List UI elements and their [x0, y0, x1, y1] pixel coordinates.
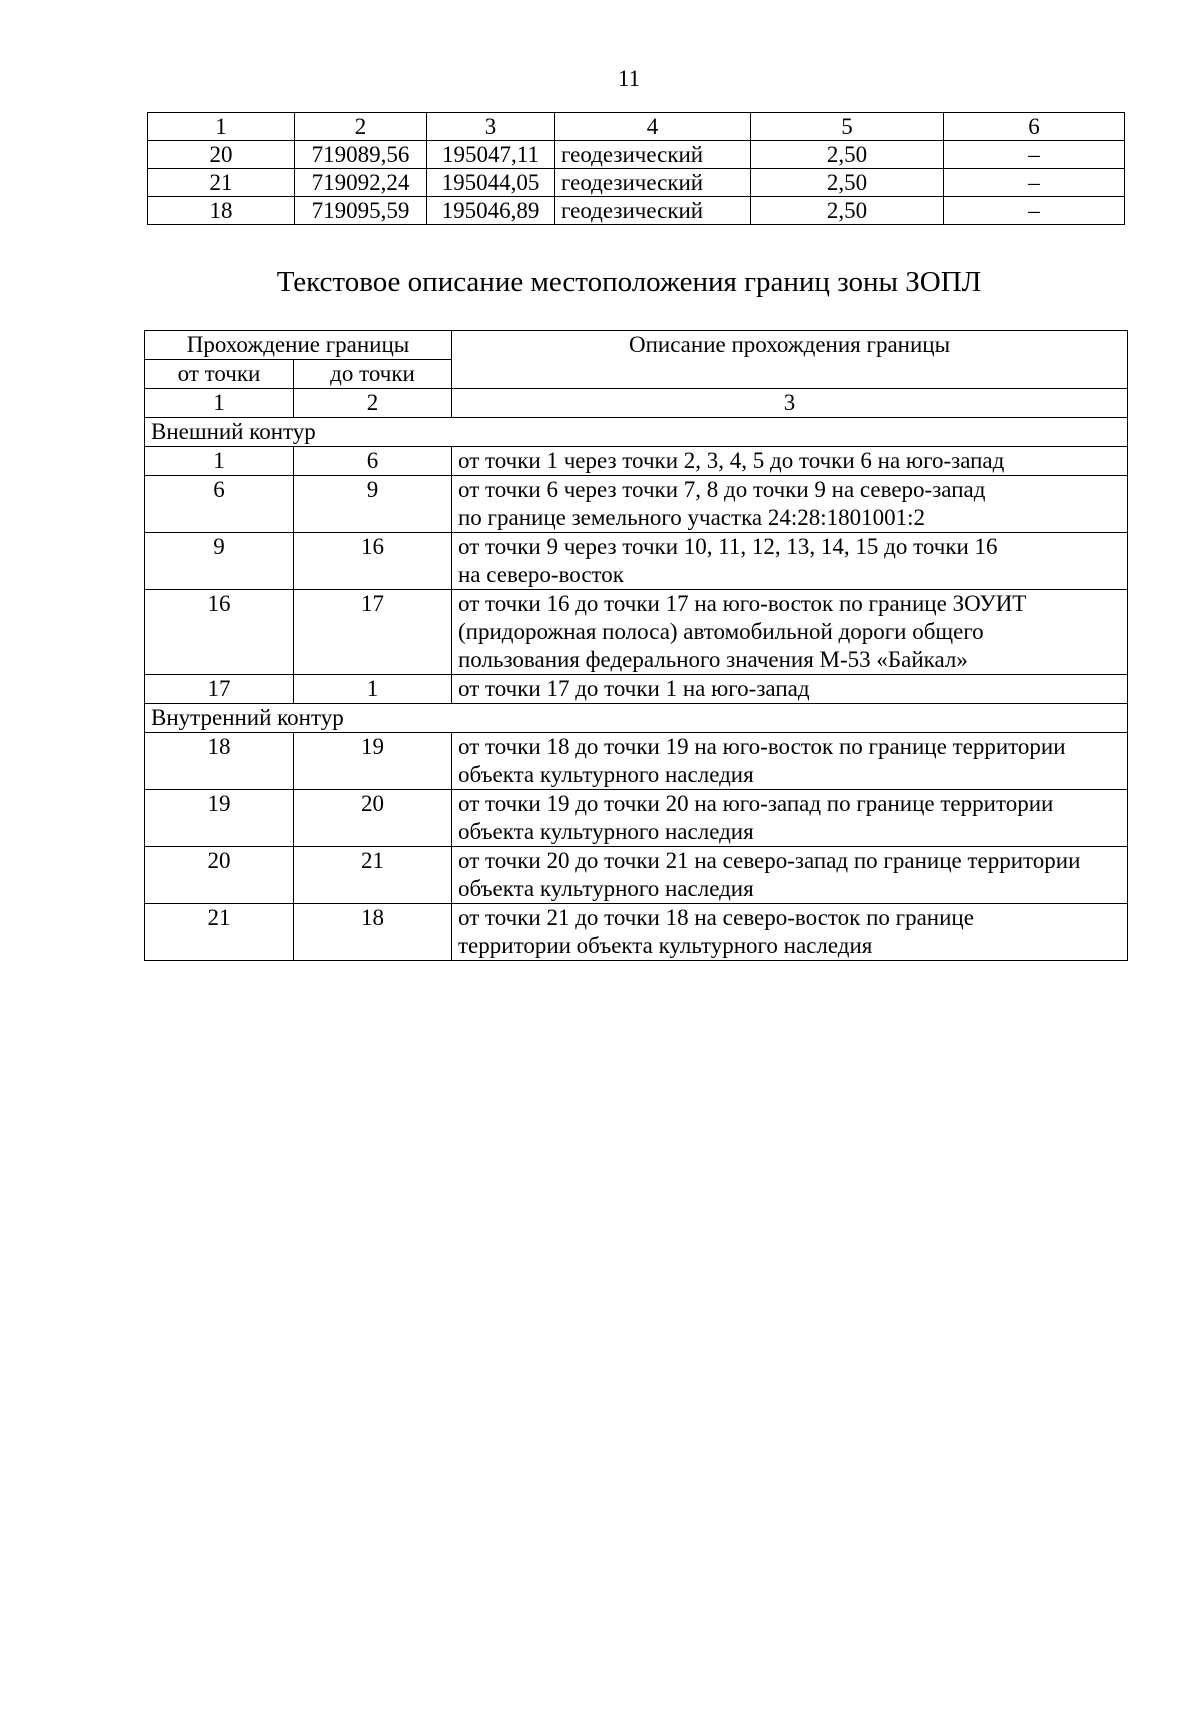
- coord-y: 195044,05: [427, 169, 555, 197]
- description-line: объекта культурного наследия: [458, 876, 754, 901]
- page-number: 11: [617, 66, 641, 91]
- description-line: по границе земельного участка 24:28:1801001:2: [458, 505, 926, 530]
- boundary-description: [452, 904, 1128, 961]
- coordinates-header-row: [148, 113, 1125, 141]
- table-row: [145, 675, 1128, 704]
- to-point: 16: [294, 533, 452, 590]
- method: геодезический: [555, 141, 751, 169]
- table-row: [148, 141, 1125, 169]
- contour-label: Внутренний контур: [145, 704, 1128, 733]
- coord-x: 719089,56: [295, 141, 427, 169]
- boundary-description: [452, 733, 1128, 790]
- description-line: от точки 6 через точки 7, 8 до точки 9 на северо-запад: [458, 477, 986, 502]
- to-point: 19: [294, 733, 452, 790]
- description-line: от точки 20 до точки 21 на северо-запад по границе территории: [458, 848, 1081, 873]
- to-point: 9: [294, 476, 452, 533]
- description-line: пользования федерального значения М-53 «Байкал»: [458, 647, 968, 672]
- table-row: [145, 590, 1128, 675]
- column-number: 3: [452, 389, 1128, 418]
- coordinates-table: [147, 112, 1125, 225]
- header-to-point: до точки: [294, 360, 452, 389]
- description-line: от точки 19 до точки 20 на юго-запад по границе территории: [458, 791, 1054, 816]
- from-point: 9: [145, 533, 294, 590]
- to-point: 6: [294, 447, 452, 476]
- note: –: [944, 141, 1125, 169]
- desc-header-row: [145, 331, 1128, 360]
- to-point: 21: [294, 847, 452, 904]
- note: –: [944, 197, 1125, 225]
- from-point: 16: [145, 590, 294, 675]
- from-point: 6: [145, 476, 294, 533]
- header-from-point: от точки: [145, 360, 294, 389]
- note: –: [944, 169, 1125, 197]
- description-line: от точки 18 до точки 19 на юго-восток по границе территории: [458, 734, 1066, 759]
- table-row: [145, 476, 1128, 533]
- table-row: [148, 197, 1125, 225]
- column-number: 3: [427, 113, 555, 141]
- boundary-description: [452, 533, 1128, 590]
- contour-group-row: [145, 704, 1128, 733]
- contour-label: Внешний контур: [145, 418, 1128, 447]
- header-boundary-passage: Прохождение границы: [145, 331, 452, 360]
- boundary-description: [452, 447, 1128, 476]
- to-point: 20: [294, 790, 452, 847]
- from-point: 17: [145, 675, 294, 704]
- description-line: на северо-восток: [458, 562, 624, 587]
- column-number: 4: [555, 113, 751, 141]
- header-description: Описание прохождения границы: [452, 331, 1128, 389]
- table-row: [148, 169, 1125, 197]
- to-point: 18: [294, 904, 452, 961]
- boundary-description: [452, 590, 1128, 675]
- boundary-description: [452, 675, 1128, 704]
- accuracy: 2,50: [751, 141, 944, 169]
- description-line: объекта культурного наследия: [458, 819, 754, 844]
- from-point: 18: [145, 733, 294, 790]
- column-number: 2: [295, 113, 427, 141]
- boundary-description: [452, 476, 1128, 533]
- section-title: Текстовое описание местоположения границ зоны ЗОПЛ: [276, 266, 982, 298]
- table-row: [145, 447, 1128, 476]
- from-point: 1: [145, 447, 294, 476]
- table-row: [145, 904, 1128, 961]
- description-line: от точки 16 до точки 17 на юго-восток по границе ЗОУИТ: [458, 591, 1027, 616]
- boundary-description: [452, 790, 1128, 847]
- description-line: объекта культурного наследия: [458, 762, 754, 787]
- column-number: 6: [944, 113, 1125, 141]
- column-number: 1: [145, 389, 294, 418]
- point-number: 18: [148, 197, 295, 225]
- from-point: 19: [145, 790, 294, 847]
- table-row: [145, 790, 1128, 847]
- point-number: 20: [148, 141, 295, 169]
- point-number: 21: [148, 169, 295, 197]
- to-point: 1: [294, 675, 452, 704]
- table-row: [145, 847, 1128, 904]
- description-line: от точки 21 до точки 18 на северо-восток по границе: [458, 905, 974, 930]
- method: геодезический: [555, 169, 751, 197]
- boundary-description: [452, 847, 1128, 904]
- table-row: [145, 733, 1128, 790]
- coord-x: 719095,59: [295, 197, 427, 225]
- column-number: 5: [751, 113, 944, 141]
- coord-y: 195046,89: [427, 197, 555, 225]
- column-number: 2: [294, 389, 452, 418]
- accuracy: 2,50: [751, 197, 944, 225]
- description-line: (придорожная полоса) автомобильной дороги общего: [458, 619, 984, 644]
- contour-group-row: [145, 418, 1128, 447]
- from-point: 20: [145, 847, 294, 904]
- description-line: от точки 1 через точки 2, 3, 4, 5 до точки 6 на юго-запад: [458, 448, 1005, 473]
- description-line: от точки 9 через точки 10, 11, 12, 13, 14, 15 до точки 16: [458, 534, 998, 559]
- from-point: 21: [145, 904, 294, 961]
- to-point: 17: [294, 590, 452, 675]
- column-number: 1: [148, 113, 295, 141]
- table-row: [145, 533, 1128, 590]
- description-line: от точки 17 до точки 1 на юго-запад: [458, 676, 810, 701]
- accuracy: 2,50: [751, 169, 944, 197]
- description-line: территории объекта культурного наследия: [458, 933, 873, 958]
- coord-y: 195047,11: [427, 141, 555, 169]
- coord-x: 719092,24: [295, 169, 427, 197]
- desc-column-numbers-row: [145, 389, 1128, 418]
- boundary-description-table: [144, 330, 1128, 961]
- method: геодезический: [555, 197, 751, 225]
